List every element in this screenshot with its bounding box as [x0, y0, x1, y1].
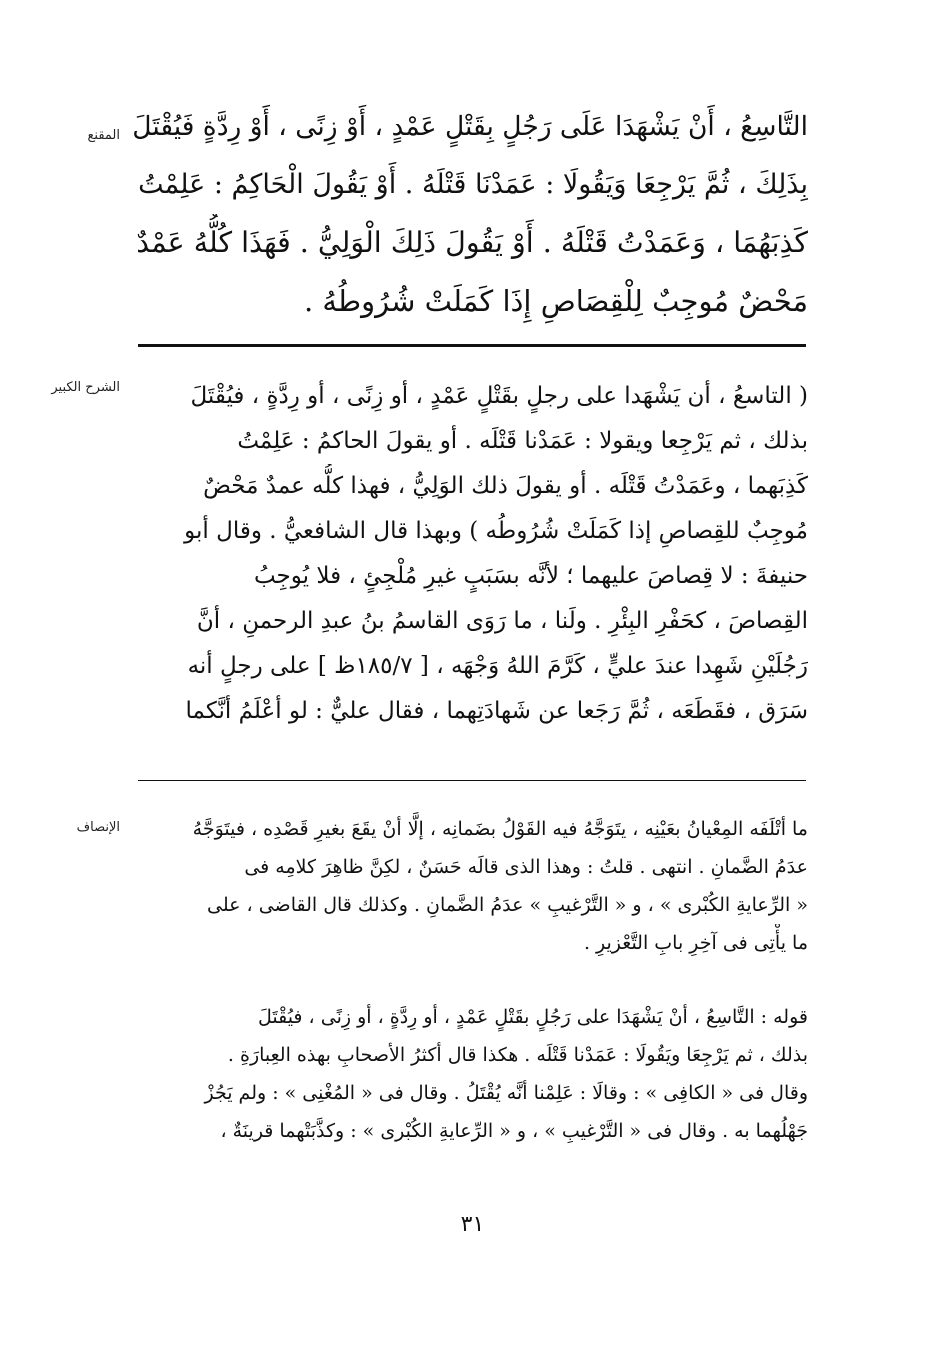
- section-label-sharh: الشرح الكبير: [51, 380, 120, 395]
- insaf-text-continued: [138, 998, 808, 1150]
- text-line: رَجُلَيْنِ شَهِدا عندَ عليٍّ ، كَرَّمَ اللهُ وَجْهَه ، [ ١٨٥/٧ظ ] على رجلٍ أنه: [187, 653, 808, 679]
- text-line: ما أتْلَفَه المِعْيانُ بعَيْنِه ، يتَوَجَّهُ فيه القَوْلُ بضَمانِه ، إلَّا أنْ يقَعَ بغيرِ قَصْدِه ، فيتَوَجَّهُ: [192, 818, 808, 840]
- text-line: حنيفةَ : لا قِصاصَ عليهما ؛ لأنَّه بسَبَبٍ غيرِ مُلْجِئٍ ، فلا يُوجِبُ: [253, 563, 808, 589]
- text-line: مُوجِبٌ للقِصاصِ إذا كَمَلَتْ شُرُوطُه ) وبهذا قال الشافعيُّ . وقال أبو: [184, 518, 808, 544]
- section-divider-thick: [138, 344, 806, 347]
- text-line: سَرَق ، فقَطَعَه ، ثُمَّ رَجَعا عن شَهادَتِهما ، فقال عليٌّ : لو أعْلَمُ أنَّكما: [185, 698, 808, 724]
- page-number: ٣١: [460, 1212, 485, 1237]
- muqni-text: [128, 98, 808, 330]
- text-line: القِصاصَ ، كحَفْرِ البِئْرِ . ولَنا ، ما رَوَى القاسمُ بنُ عبدِ الرحمنِ ، أنَّ: [196, 608, 808, 634]
- text-line: بذلك ، ثم يَرْجِعا ويقولا : عَمَدْنا قَتْلَه . أو يقولَ الحاكمُ : عَلِمْتُ: [237, 428, 808, 454]
- text-line: بِذَلِكَ ، ثُمَّ يَرْجِعَا وَيَقُولَا : عَمَدْنَا قَتْلَهُ . أَوْ يَقُولَ الْحَاكِمُ : عَلِمْتُ: [138, 169, 808, 200]
- text-line: بذلك ، ثم يَرْجِعَا ويَقُولَا : عَمَدْنا قَتْلَه . هكذا قال أكثرُ الأصحابِ بهذه العِبارَةِ .: [227, 1044, 808, 1066]
- text-line: التَّاسِعُ ، أَنْ يَشْهَدَا عَلَى رَجُلٍ بِقَتْلٍ عَمْدٍ ، أَوْ زِنًى ، أَوْ رِدَّةٍ فَيُقْتَلَ: [132, 111, 808, 142]
- text-line: كَذِبَهما ، وعَمَدْتُ قَتْلَه . أو يقولَ ذلك الوَلِيُّ ، فهذا كلُّه عمدٌ مَحْضٌ: [203, 473, 808, 499]
- section-divider-thin: [138, 780, 806, 781]
- text-line: وقال فى « الكافِى » : وقالَا : عَلِمْنا أنَّه يُقْتَلُ . وقال فى « المُغْنِى » : ولم يَجُزْ: [204, 1082, 808, 1104]
- text-line: ما يأْتِى فى آخِرِ بابِ التَّعْزيرِ .: [583, 932, 808, 954]
- text-line: قوله : التَّاسِعُ ، أنْ يَشْهَدَا على رَجُلٍ بقَتْلٍ عَمْدٍ ، أو رِدَّةٍ ، أو زِنًى ، فيُقْتَلَ: [257, 1006, 808, 1028]
- section-label-muqni: المقنع: [87, 128, 120, 143]
- text-line: ( التاسعُ ، أن يَشْهَدا على رجلٍ بقَتْلٍ عَمْدٍ ، أو زِنًى ، أو رِدَّةٍ ، فيُقْتَلَ: [190, 383, 808, 409]
- text-line: جَهْلُهما به . وقال فى « التَّرْغيبِ » ، و « الرِّعايةِ الكُبْرى » : وكذَّبَتْهما قرينَةٌ ،: [220, 1120, 808, 1142]
- text-line: كَذِبَهُمَا ، وَعَمَدْتُ قَتْلَهُ . أَوْ يَقُولَ ذَلِكَ الْوَلِيُّ . فَهَذَا كُلُّهُ عَمْدٌ: [136, 226, 808, 259]
- section-label-insaf: الإنصاف: [76, 820, 120, 835]
- text-line: مَحْضٌ مُوجِبٌ لِلْقِصَاصِ إِذَا كَمَلَتْ شُرُوطُهُ .: [304, 284, 808, 318]
- sharh-text: [138, 374, 808, 734]
- insaf-text: [138, 810, 808, 962]
- text-line: عدَمُ الضَّمانِ . انتهى . قلتُ : وهذا الذى قالَه حَسَنٌ ، لكِنَّ ظاهِرَ كلامِه فى: [244, 856, 808, 878]
- text-line: « الرِّعايةِ الكُبْرى » ، و « التَّرْغيبِ » عدَمُ الضَّمانِ . وكذلك قال القاضى ، على: [207, 894, 808, 916]
